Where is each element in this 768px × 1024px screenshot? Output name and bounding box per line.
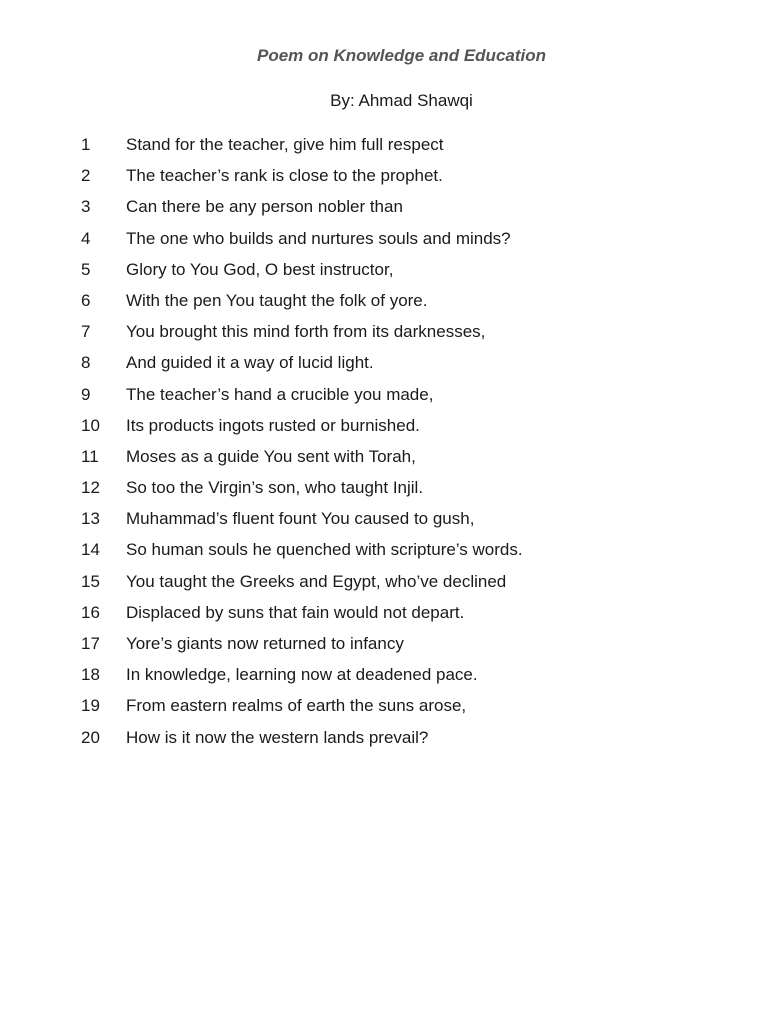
line-number: 10 bbox=[81, 415, 100, 435]
poem-line bbox=[0, 259, 768, 290]
poem-title: Poem on Knowledge and Education bbox=[256, 46, 547, 65]
poem-line bbox=[0, 446, 768, 477]
poem-line bbox=[0, 321, 768, 352]
line-text: You brought this mind forth from its darknesses, bbox=[126, 322, 486, 342]
poem-line bbox=[0, 477, 768, 508]
poem-lines bbox=[0, 134, 768, 758]
line-number: 12 bbox=[81, 478, 100, 498]
line-text: The teacher’s hand a crucible you made, bbox=[126, 384, 434, 404]
line-number: 5 bbox=[81, 259, 91, 279]
line-number: 8 bbox=[81, 353, 91, 373]
line-number: 18 bbox=[81, 665, 100, 685]
line-text: From eastern realms of earth the suns arose, bbox=[126, 696, 467, 716]
line-text: Stand for the teacher, give him full respect bbox=[126, 135, 444, 154]
poem-line bbox=[0, 602, 768, 633]
poem-line bbox=[0, 228, 768, 259]
line-number: 16 bbox=[81, 602, 100, 622]
line-number: 13 bbox=[81, 509, 100, 529]
poem-line bbox=[0, 384, 768, 415]
line-text: Can there be any person nobler than bbox=[126, 197, 403, 217]
line-text: Muhammad’s fluent fount You caused to gush, bbox=[126, 509, 475, 529]
poem-line bbox=[0, 571, 768, 602]
poem-line bbox=[0, 290, 768, 321]
poem-line bbox=[0, 539, 768, 570]
line-text: Its products ingots rusted or burnished. bbox=[126, 415, 420, 435]
line-number: 4 bbox=[81, 228, 91, 248]
line-text: So human souls he quenched with scripture’s words. bbox=[126, 540, 523, 560]
poem-line bbox=[0, 196, 768, 227]
line-text: So too the Virgin’s son, who taught Injil. bbox=[126, 478, 424, 498]
line-number: 7 bbox=[81, 322, 91, 342]
poem-line bbox=[0, 664, 768, 695]
line-text: How is it now the western lands prevail? bbox=[126, 727, 429, 747]
author-byline: By: Ahmad Shawqi bbox=[330, 91, 473, 110]
line-number: 9 bbox=[81, 384, 91, 404]
line-number: 15 bbox=[81, 571, 100, 591]
line-number: 19 bbox=[81, 696, 100, 716]
line-text: With the pen You taught the folk of yore. bbox=[126, 290, 428, 310]
poem-line bbox=[0, 352, 768, 383]
line-text: Moses as a guide You sent with Torah, bbox=[126, 446, 416, 466]
line-text: And guided it a way of lucid light. bbox=[126, 353, 374, 373]
line-text: In knowledge, learning now at deadened pace. bbox=[126, 665, 478, 685]
line-text: The one who builds and nurtures souls and minds? bbox=[126, 228, 511, 248]
line-number: 1 bbox=[81, 135, 91, 154]
line-number: 11 bbox=[81, 446, 99, 466]
line-text: The teacher’s rank is close to the prophet. bbox=[126, 166, 443, 186]
line-text: Glory to You God, O best instructor, bbox=[126, 259, 394, 279]
poem-line bbox=[0, 134, 768, 165]
poem-line bbox=[0, 165, 768, 196]
line-number: 14 bbox=[81, 540, 100, 560]
line-number: 20 bbox=[81, 727, 100, 747]
line-number: 6 bbox=[81, 290, 91, 310]
line-number: 17 bbox=[81, 634, 100, 653]
poem-line bbox=[0, 415, 768, 446]
line-text: Displaced by suns that fain would not depart. bbox=[126, 602, 465, 622]
line-number: 3 bbox=[81, 197, 91, 217]
poem-line bbox=[0, 633, 768, 664]
line-text: Yore’s giants now returned to infancy bbox=[126, 634, 404, 653]
line-text: You taught the Greeks and Egypt, who’ve declined bbox=[126, 571, 507, 591]
poem-line bbox=[0, 695, 768, 726]
line-number: 2 bbox=[81, 166, 91, 186]
poem-line bbox=[0, 508, 768, 539]
poem-line bbox=[0, 727, 768, 758]
